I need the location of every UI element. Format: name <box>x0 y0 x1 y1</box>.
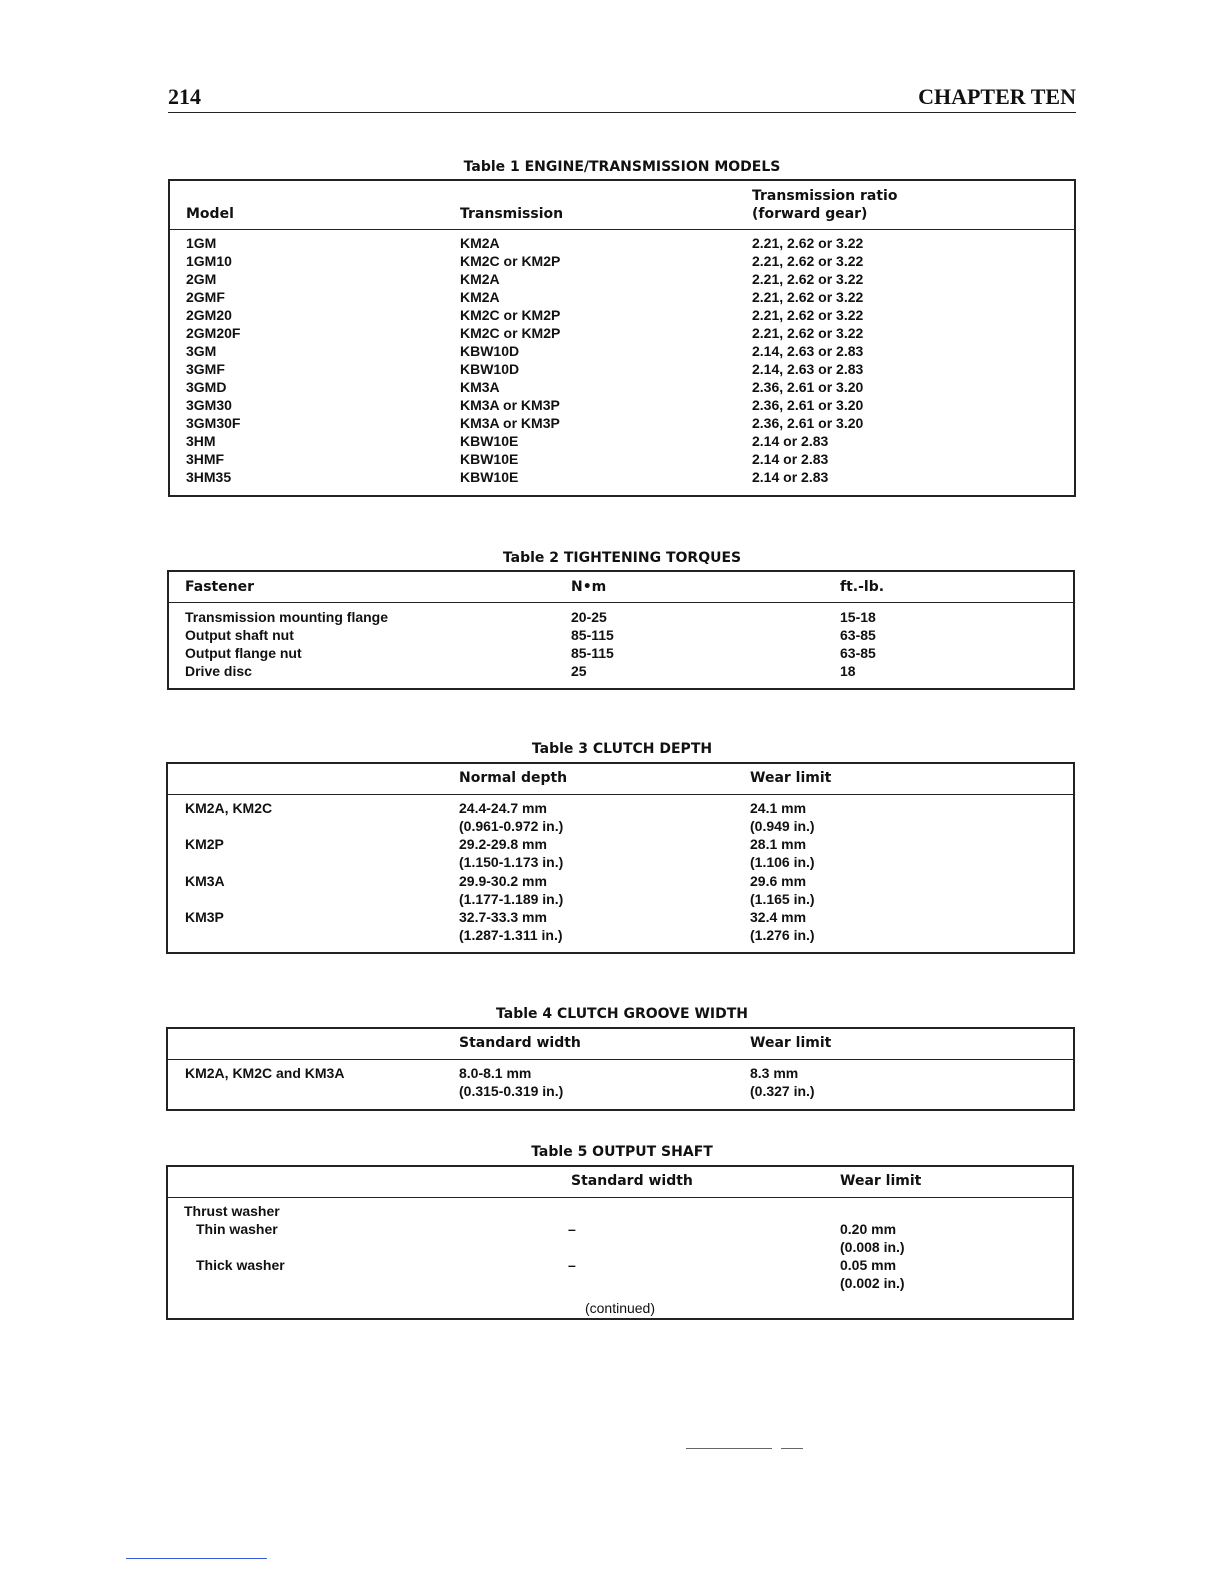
table5-header-standard-width: Standard width <box>571 1173 693 1189</box>
transmission-cell: KM2C or KM2P <box>460 325 561 341</box>
model-cell: 3GMD <box>186 379 227 395</box>
wear-limit-mm-cell: 32.4 mm <box>750 909 807 925</box>
transmission-cell: KBW10E <box>460 451 519 467</box>
transmission-label-cell: KM3P <box>185 909 224 925</box>
ratio-cell: 2.14, 2.63 or 2.83 <box>752 361 864 377</box>
transmission-label-cell: KM2P <box>185 836 224 852</box>
table-row <box>168 799 1073 817</box>
wear-limit-mm-cell: 8.3 mm <box>750 1065 799 1081</box>
scan-artifact-line <box>686 1448 772 1449</box>
fastener-cell: Output flange nut <box>185 645 302 661</box>
wear-limit-mm-cell: 28.1 mm <box>750 836 807 852</box>
table3-clutch-depth <box>166 762 1075 954</box>
table4-header-standard-width: Standard width <box>459 1035 581 1051</box>
model-cell: 1GM10 <box>186 253 232 269</box>
transmission-cell: KBW10E <box>460 469 519 485</box>
table2-caption: Table 2 TIGHTENING TORQUES <box>502 550 742 566</box>
wear-limit-mm-cell: 0.05 mm <box>840 1257 897 1273</box>
table2-header-fastener: Fastener <box>185 579 255 595</box>
ratio-cell: 2.36, 2.61 or 3.20 <box>752 397 864 413</box>
table5-output-shaft <box>166 1165 1074 1320</box>
fastener-cell: Output shaft nut <box>185 627 294 643</box>
page-number: 214 <box>168 84 201 109</box>
transmission-cell: KM3A or KM3P <box>460 415 560 431</box>
ratio-cell: 2.36, 2.61 or 3.20 <box>752 379 864 395</box>
table1-caption: Table 1 ENGINE/TRANSMISSION MODELS <box>463 159 781 175</box>
table-row <box>169 644 1073 662</box>
fastener-cell: Transmission mounting flange <box>185 609 389 625</box>
table-row <box>169 626 1073 644</box>
table-row <box>168 853 1073 871</box>
nm-cell: 25 <box>571 663 587 679</box>
wear-limit-in-cell: (1.276 in.) <box>750 927 815 943</box>
table2-header <box>169 572 1073 603</box>
table-row <box>170 432 1074 450</box>
transmission-cell: KBW10D <box>460 361 520 377</box>
table-row <box>170 324 1074 342</box>
washer-label-cell: Thick washer <box>196 1257 285 1273</box>
model-cell: 3HM <box>186 433 216 449</box>
normal-depth-in-cell: (1.287-1.311 in.) <box>459 927 563 943</box>
wear-limit-in-cell: (0.002 in.) <box>840 1275 905 1291</box>
table-row <box>169 608 1073 626</box>
wear-limit-mm-cell: 29.6 mm <box>750 873 807 889</box>
ratio-cell: 2.21, 2.62 or 3.22 <box>752 325 864 341</box>
table2-tightening-torques <box>167 570 1075 690</box>
wear-limit-mm-cell: 24.1 mm <box>750 800 807 816</box>
table-row <box>168 872 1073 890</box>
normal-depth-in-cell: (0.961-0.972 in.) <box>459 818 564 834</box>
model-cell: 2GM20 <box>186 307 232 323</box>
ratio-cell: 2.14 or 2.83 <box>752 451 829 467</box>
standard-width-mm-cell: 8.0-8.1 mm <box>459 1065 532 1081</box>
model-cell: 3HM35 <box>186 469 232 485</box>
table4-clutch-groove-width <box>166 1027 1075 1111</box>
transmission-cell: KM2A <box>460 271 500 287</box>
table5-caption: Table 5 OUTPUT SHAFT <box>531 1144 713 1160</box>
ftlb-cell: 63-85 <box>840 627 876 643</box>
standard-width-cell: – <box>568 1257 576 1273</box>
table-row <box>168 817 1073 835</box>
wear-limit-mm-cell: 0.20 mm <box>840 1221 897 1237</box>
table2-header-nm: N•m <box>571 579 607 595</box>
ratio-cell: 2.21, 2.62 or 3.22 <box>752 307 864 323</box>
table3-header-wear-limit: Wear limit <box>750 770 832 786</box>
ratio-cell: 2.14 or 2.83 <box>752 469 829 485</box>
normal-depth-mm-cell: 32.7-33.3 mm <box>459 909 547 925</box>
table5-header <box>168 1167 1072 1198</box>
table-row <box>170 270 1074 288</box>
ratio-cell: 2.14 or 2.83 <box>752 433 829 449</box>
model-cell: 3GM30F <box>186 415 241 431</box>
normal-depth-in-cell: (1.150-1.173 in.) <box>459 854 564 870</box>
table3-header <box>168 764 1073 795</box>
table5-header-wear-limit: Wear limit <box>840 1173 922 1189</box>
table-row <box>170 234 1074 252</box>
wear-limit-in-cell: (1.165 in.) <box>750 891 815 907</box>
page-header <box>168 84 1076 113</box>
model-cell: 1GM <box>186 235 217 251</box>
normal-depth-mm-cell: 29.9-30.2 mm <box>459 873 547 889</box>
table-row <box>170 360 1074 378</box>
transmission-cell: KBW10E <box>460 433 519 449</box>
transmission-label-cell: KM2A, KM2C and KM3A <box>185 1065 345 1081</box>
standard-width-in-cell: (0.315-0.319 in.) <box>459 1083 564 1099</box>
table3-caption: Table 3 CLUTCH DEPTH <box>531 741 713 757</box>
table-row <box>168 1220 1072 1238</box>
transmission-cell: KBW10D <box>460 343 520 359</box>
table-row <box>169 662 1073 680</box>
model-cell: 3GM <box>186 343 217 359</box>
ratio-cell: 2.21, 2.62 or 3.22 <box>752 289 864 305</box>
normal-depth-mm-cell: 29.2-29.8 mm <box>459 836 547 852</box>
table-row <box>168 1238 1072 1256</box>
table-row <box>170 396 1074 414</box>
table4-header-wear-limit: Wear limit <box>750 1035 832 1051</box>
transmission-cell: KM2C or KM2P <box>460 307 561 323</box>
ratio-cell: 2.21, 2.62 or 3.22 <box>752 253 864 269</box>
table-row <box>168 890 1073 908</box>
ftlb-cell: 63-85 <box>840 645 876 661</box>
model-cell: 3GM30 <box>186 397 232 413</box>
scan-artifact-line <box>781 1448 803 1449</box>
table1-header-transmission: Transmission <box>460 206 564 222</box>
ratio-cell: 2.36, 2.61 or 3.20 <box>752 415 864 431</box>
table-row <box>168 926 1073 944</box>
table1-header-ratio: Transmission ratio <box>752 188 898 204</box>
scan-artifact-blue-line <box>126 1558 267 1559</box>
table-row <box>170 342 1074 360</box>
table1-header-ratio-sub: (forward gear) <box>752 206 868 222</box>
washer-label-cell: Thin washer <box>196 1221 278 1237</box>
standard-width-cell: – <box>568 1221 576 1237</box>
table-row <box>170 378 1074 396</box>
transmission-cell: KM2A <box>460 289 500 305</box>
table-row <box>170 414 1074 432</box>
table2-header-ftlb: ft.-lb. <box>840 579 885 595</box>
table-row <box>168 1064 1073 1082</box>
nm-cell: 20-25 <box>571 609 607 625</box>
table-row <box>170 450 1074 468</box>
table-row <box>170 288 1074 306</box>
table3-header-normal-depth: Normal depth <box>459 770 568 786</box>
model-cell: 2GMF <box>186 289 225 305</box>
chapter-title: CHAPTER TEN <box>918 84 1076 109</box>
transmission-label-cell: KM2A, KM2C <box>185 800 273 816</box>
continued-note: (continued) <box>584 1300 656 1316</box>
model-cell: 2GM20F <box>186 325 241 341</box>
ratio-cell: 2.14, 2.63 or 2.83 <box>752 343 864 359</box>
ratio-cell: 2.21, 2.62 or 3.22 <box>752 235 864 251</box>
transmission-cell: KM2A <box>460 235 500 251</box>
table-row <box>170 468 1074 486</box>
ratio-cell: 2.21, 2.62 or 3.22 <box>752 271 864 287</box>
model-cell: 3GMF <box>186 361 225 377</box>
model-cell: 2GM <box>186 271 217 287</box>
table4-caption: Table 4 CLUTCH GROOVE WIDTH <box>496 1006 748 1022</box>
nm-cell: 85-115 <box>571 645 614 661</box>
ftlb-cell: 18 <box>840 663 856 679</box>
group-label-cell: Thrust washer <box>184 1203 280 1219</box>
table1-engine-transmission-models <box>168 179 1076 497</box>
transmission-cell: KM3A or KM3P <box>460 397 560 413</box>
wear-limit-in-cell: (1.106 in.) <box>750 854 815 870</box>
wear-limit-in-cell: (0.008 in.) <box>840 1239 905 1255</box>
table1-header <box>170 181 1074 230</box>
transmission-cell: KM3A <box>460 379 500 395</box>
normal-depth-in-cell: (1.177-1.189 in.) <box>459 891 564 907</box>
normal-depth-mm-cell: 24.4-24.7 mm <box>459 800 547 816</box>
table4-header <box>168 1029 1073 1060</box>
table-row <box>168 1274 1072 1292</box>
transmission-label-cell: KM3A <box>185 873 225 889</box>
ftlb-cell: 15-18 <box>840 609 876 625</box>
table-row <box>168 1256 1072 1274</box>
table1-header-model: Model <box>186 206 234 222</box>
model-cell: 3HMF <box>186 451 225 467</box>
transmission-cell: KM2C or KM2P <box>460 253 561 269</box>
table-row <box>168 835 1073 853</box>
table-row <box>170 306 1074 324</box>
table-row <box>168 908 1073 926</box>
nm-cell: 85-115 <box>571 627 614 643</box>
table-row <box>168 1082 1073 1100</box>
wear-limit-in-cell: (0.949 in.) <box>750 818 815 834</box>
fastener-cell: Drive disc <box>185 663 252 679</box>
wear-limit-in-cell: (0.327 in.) <box>750 1083 815 1099</box>
table-row <box>170 252 1074 270</box>
table-row <box>168 1202 1072 1220</box>
